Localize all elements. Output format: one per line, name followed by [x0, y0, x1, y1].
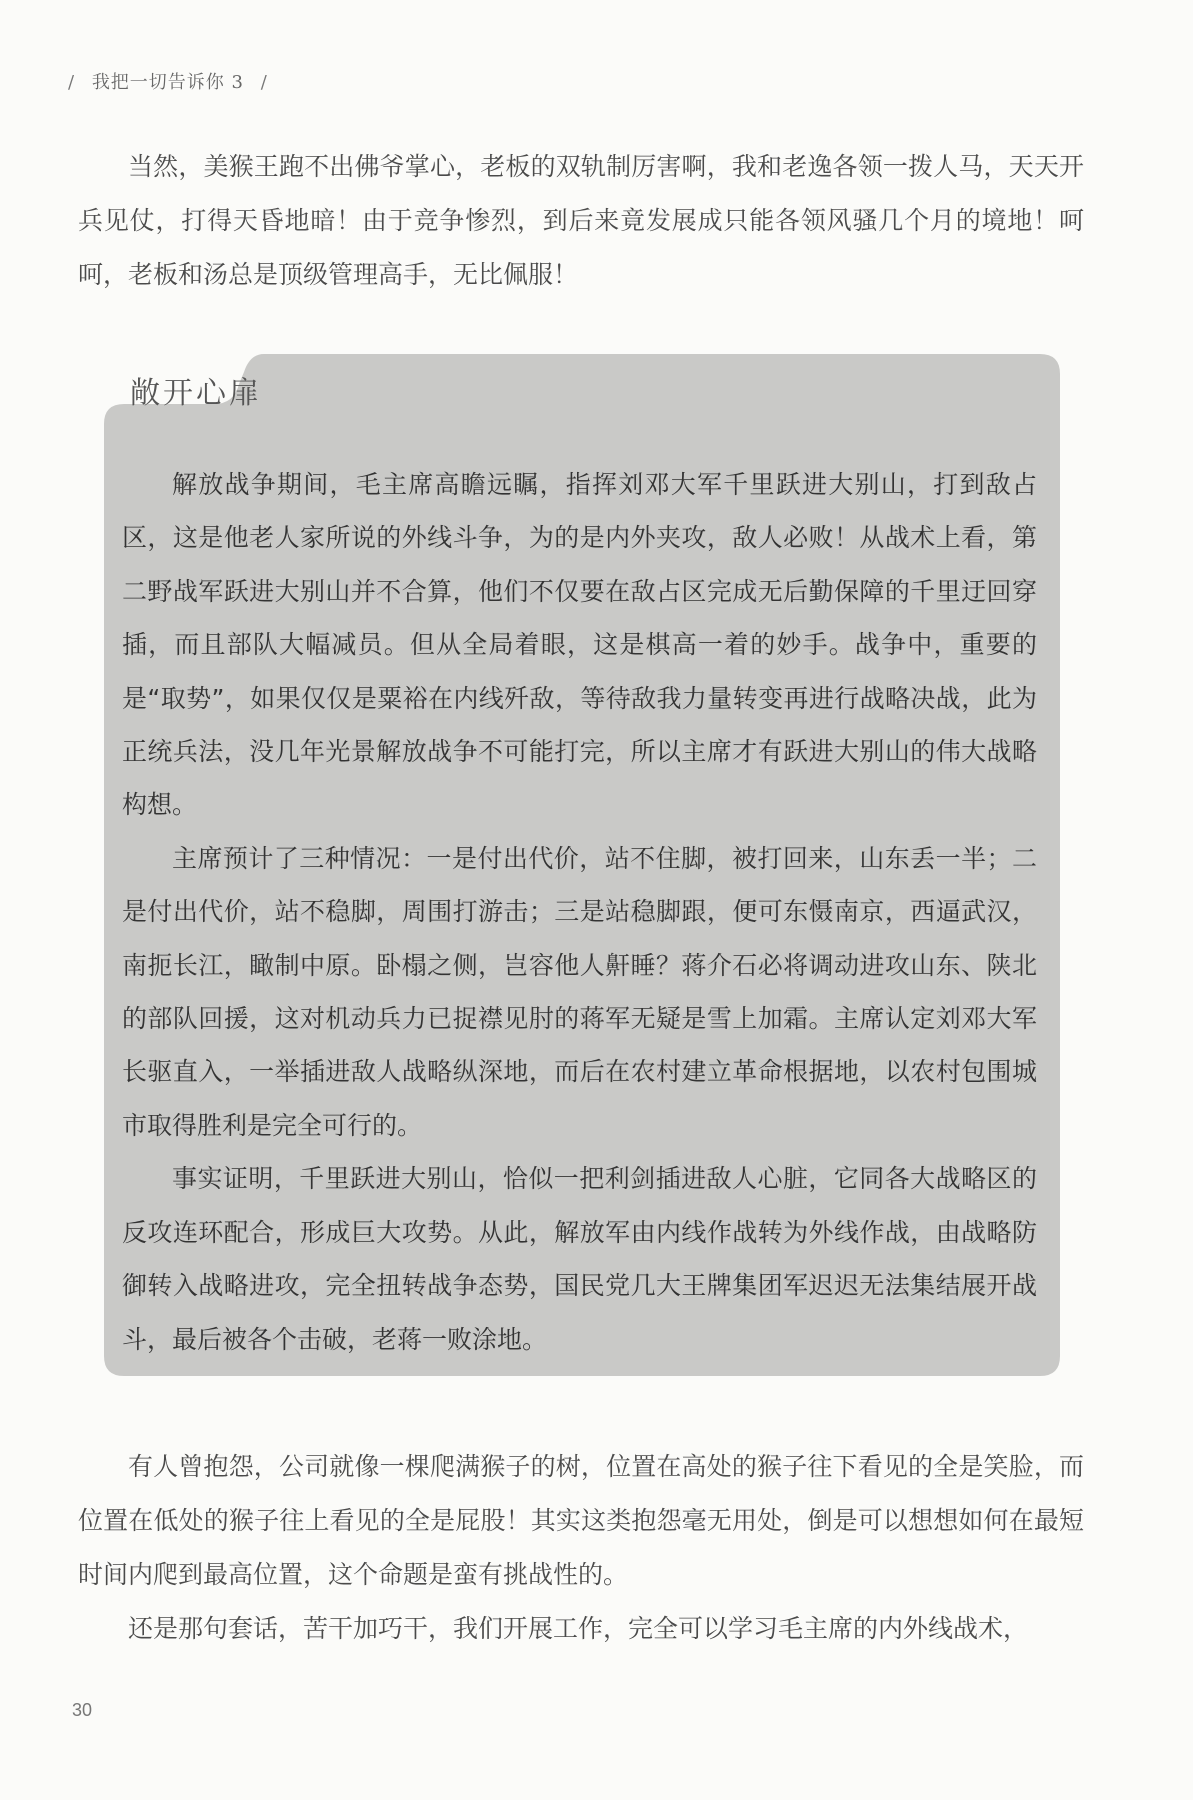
sidebar-paragraph-1: 解放战争期间，毛主席高瞻远瞩，指挥刘邓大军千里跃进大别山，打到敌占区，这是他老人家所说的外线斗争，为的是内外夹攻，敌人必败！从战术上看，第二野战军跃进大别山并不合算，他们不仅要在敌占区完成无后勤保障的千里迂回穿插，而且部队大幅减员。但从全局着眼，这是棋高一着的妙手。战争中，重要的是“取势”，如果仅仅是粟裕在内线歼敌，等待敌我力量转变再进行战略决战，此为正统兵法，没几年光景解放战争不可能打完，所以主席才有跃进大别山的伟大战略构想。 — [122, 470, 1037, 820]
running-title: 我把一切告诉你 3 — [91, 72, 244, 93]
header-slash-right: / — [260, 72, 268, 93]
sidebar-title: 敞开心扉 — [130, 376, 262, 411]
running-header — [68, 68, 268, 94]
body-paragraph-1: 当然，美猴王跑不出佛爷掌心，老板的双轨制厉害啊，我和老逸各领一拨人马，天天开兵见仗，打得天昏地暗！由于竞争惨烈，到后来竟发展成只能各领风骚几个月的境地！呵呵，老板和汤总是顶级管理高手，无比佩服！ — [78, 152, 1084, 289]
sidebar-box — [104, 354, 1060, 1376]
header-slash-left: / — [68, 72, 76, 93]
sidebar-paragraph-2: 主席预计了三种情况：一是付出代价，站不住脚，被打回来，山东丢一半；二是付出代价，站不稳脚，周围打游击；三是站稳脚跟，便可东慑南京，西逼武汉，南扼长江，瞰制中原。卧榻之侧，岂容他人鼾睡？蒋介石必将调动进攻山东、陕北的部队回援，这对机动兵力已捉襟见肘的蒋军无疑是雪上加霜。主席认定刘邓大军长驱直入，一举插进敌人战略纵深地，而后在农村建立革命根据地，以农村包围城市取得胜利是完全可行的。 — [122, 843, 1037, 1140]
page-number: 30 — [72, 1700, 93, 1720]
body-paragraph-3: 还是那句套话，苦干加巧干，我们开展工作，完全可以学习毛主席的内外线战术， — [128, 1614, 1029, 1643]
sidebar-paragraph-3: 事实证明，千里跃进大别山，恰似一把利剑插进敌人心脏，它同各大战略区的反攻连环配合，形成巨大攻势。从此，解放军由内线作战转为外线作战，由战略防御转入战略进攻，完全扭转战争态势，国民党几大王牌集团军迟迟无法集结展开战斗，最后被各个击破，老蒋一败涂地。 — [122, 1164, 1037, 1354]
sidebar-text — [122, 458, 1037, 1366]
body-paragraph-2: 有人曾抱怨，公司就像一棵爬满猴子的树，位置在高处的猴子往下看见的全是笑脸，而位置在低处的猴子往上看见的全是屁股！其实这类抱怨毫无用处，倒是可以想想如何在最短时间内爬到最高位置，这个命题是蛮有挑战性的。 — [78, 1452, 1084, 1589]
